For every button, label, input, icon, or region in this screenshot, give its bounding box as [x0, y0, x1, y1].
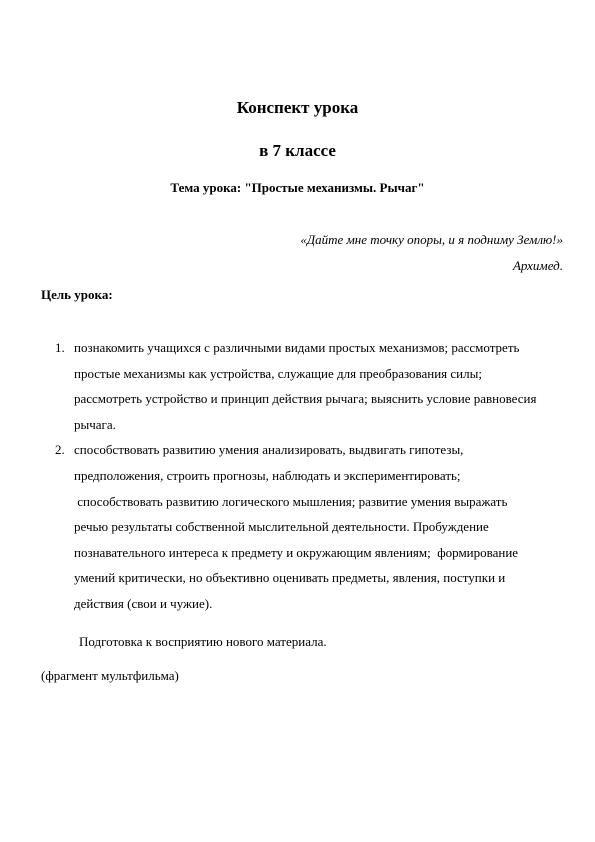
- goal-line: познавательного интереса к предмету и окружающим явлениям; формирование: [74, 544, 519, 560]
- document-title: Конспект урока: [236, 98, 359, 117]
- goal-line: речью результаты собственной мыслительной деятельности. Пробуждение: [74, 519, 489, 535]
- epigraph-author: Архимед.: [512, 258, 563, 273]
- goal-line: действия (свои и чужие).: [74, 595, 213, 611]
- goal-line: рассмотреть устройство и принцип действия рычага; выяснить условие равновесия: [74, 391, 537, 407]
- goal-line: умений критически, но объективно оценивать предметы, явления, поступки и: [74, 570, 506, 586]
- goal-item-2: [55, 437, 575, 616]
- epigraph-quote: «Дайте мне точку опоры, и я подниму Землю!»: [300, 232, 563, 247]
- goal-line: познакомить учащихся с различными видами простых механизмов; рассмотреть: [74, 340, 520, 355]
- goal-line: предположения, строить прогнозы, наблюдать и экспериментировать;: [74, 467, 461, 483]
- goal-line: способствовать развитию умения анализировать, выдвигать гипотезы,: [74, 442, 464, 458]
- preparation-text: Подготовка к восприятию нового материала.: [79, 634, 327, 649]
- goal-line: способствовать развитию логического мышления; развитие умения выражать: [74, 493, 508, 509]
- fragment-note: (фрагмент мультфильма): [41, 668, 179, 683]
- goal-number: 1.: [55, 340, 65, 355]
- goal-list: [55, 335, 575, 617]
- grade-subtitle: в 7 классе: [259, 141, 336, 160]
- lesson-topic: Тема урока: "Простые механизмы. Рычаг": [170, 180, 425, 195]
- goal-item-1: [55, 335, 575, 437]
- goal-heading: Цель урока:: [41, 287, 113, 302]
- goal-line: рычага.: [74, 416, 116, 432]
- goal-line: простые механизмы как устройства, служащие для преобразования силы;: [74, 365, 482, 381]
- goal-number: 2.: [55, 442, 65, 458]
